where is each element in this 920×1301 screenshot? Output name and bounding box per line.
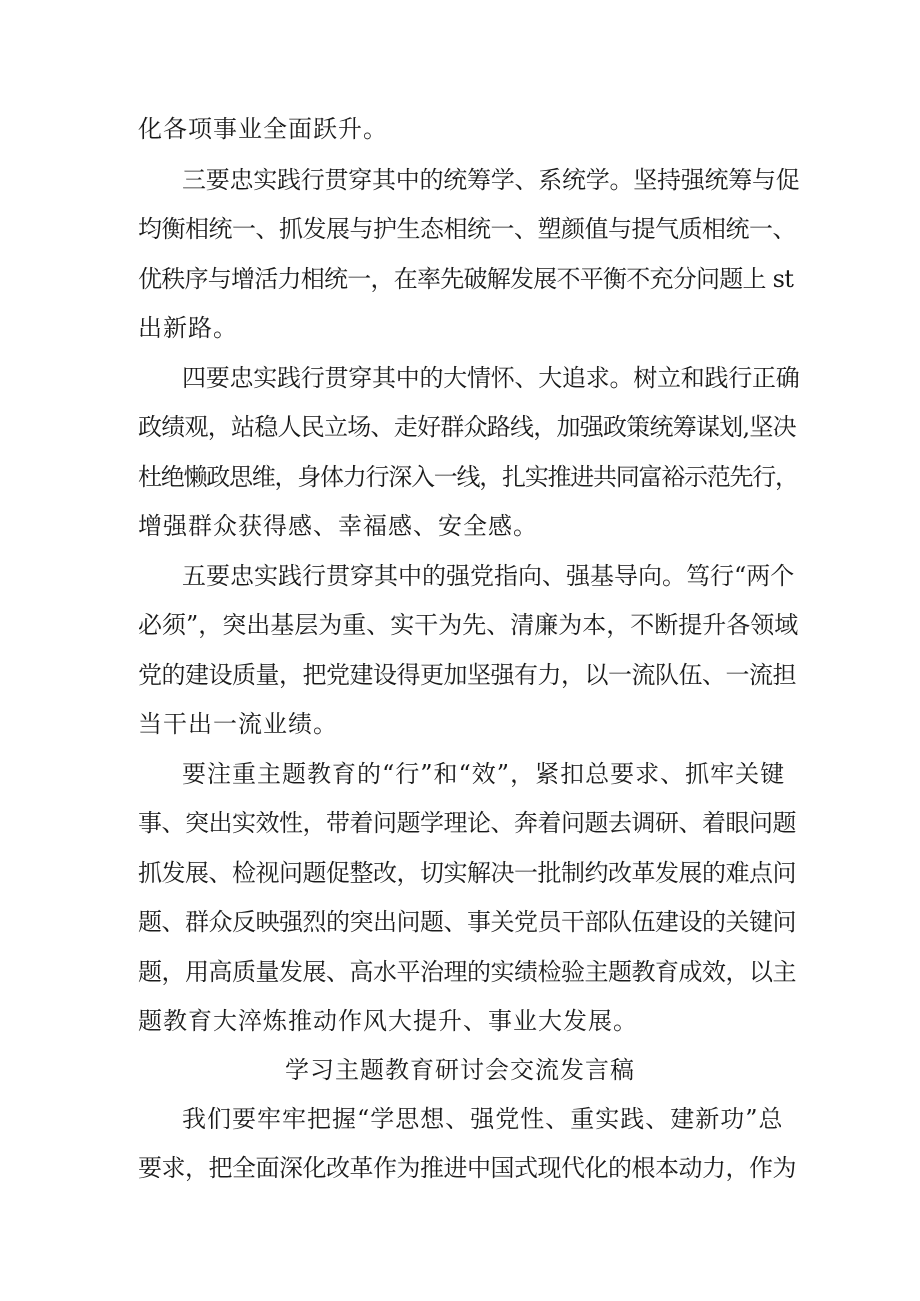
paragraph-line: 化各项事业全面跃升。: [138, 115, 388, 143]
paragraph-line: 优秩序与增活力相统一，在率先破解发展不平衡不充分问题上 st: [138, 265, 794, 293]
section-title: 学习主题教育研讨会交流发言稿: [285, 1056, 635, 1084]
paragraph-line: 出新路。: [138, 314, 238, 342]
paragraph-line: 政绩观，站稳人民立场、走好群众路线，加强政策统筹谋划,坚决: [138, 413, 796, 441]
paragraph-line: 事、突出实效性，带着问题学理论、奔着问题去调研、着眼问题: [138, 809, 796, 837]
paragraph-line: 题教育大淬炼推动作风大提升、事业大发展。: [138, 1007, 638, 1035]
paragraph-line: 我们要牢牢把握“学思想、强党性、重实践、建新功”总: [182, 1105, 784, 1133]
paragraph-line: 题，用高质量发展、高水平治理的实绩检验主题教育成效，以主: [138, 958, 796, 986]
paragraph-line: 增强群众获得感、幸福感、安全感。: [138, 512, 538, 540]
paragraph-line: 三要忠实践行贯穿其中的统筹学、系统学。坚持强统筹与促: [182, 166, 800, 194]
paragraph-line: 党的建设质量，把党建设得更加坚强有力，以一流队伍、一流担: [138, 661, 796, 689]
paragraph-line: 杜绝懒政思维，身体力行深入一线，扎实推进共同富裕示范先行，: [138, 463, 798, 491]
paragraph-line: 四要忠实践行贯穿其中的大情怀、大追求。树立和践行正确: [182, 364, 800, 392]
paragraph-line: 抓发展、检视问题促整改，切实解决一批制约改革发展的难点问: [138, 859, 796, 887]
paragraph-line: 题、群众反映强烈的突出问题、事关党员干部队伍建设的关键问: [138, 908, 796, 936]
paragraph-line: 当干出一流业绩。: [138, 710, 338, 738]
paragraph-line: 均衡相统一、抓发展与护生态相统一、塑颜值与提气质相统一、: [138, 215, 796, 243]
paragraph-line: 要求，把全面深化改革作为推进中国式现代化的根本动力，作为: [138, 1154, 796, 1182]
paragraph-line: 五要忠实践行贯穿其中的强党指向、强基导向。笃行“两个: [182, 562, 795, 590]
paragraph-line: 必须”，突出基层为重、实干为先、清廉为本，不断提升各领域: [138, 611, 799, 639]
paragraph-line: 要注重主题教育的“行”和“效”，紧扣总要求、抓牢关键: [182, 760, 786, 788]
